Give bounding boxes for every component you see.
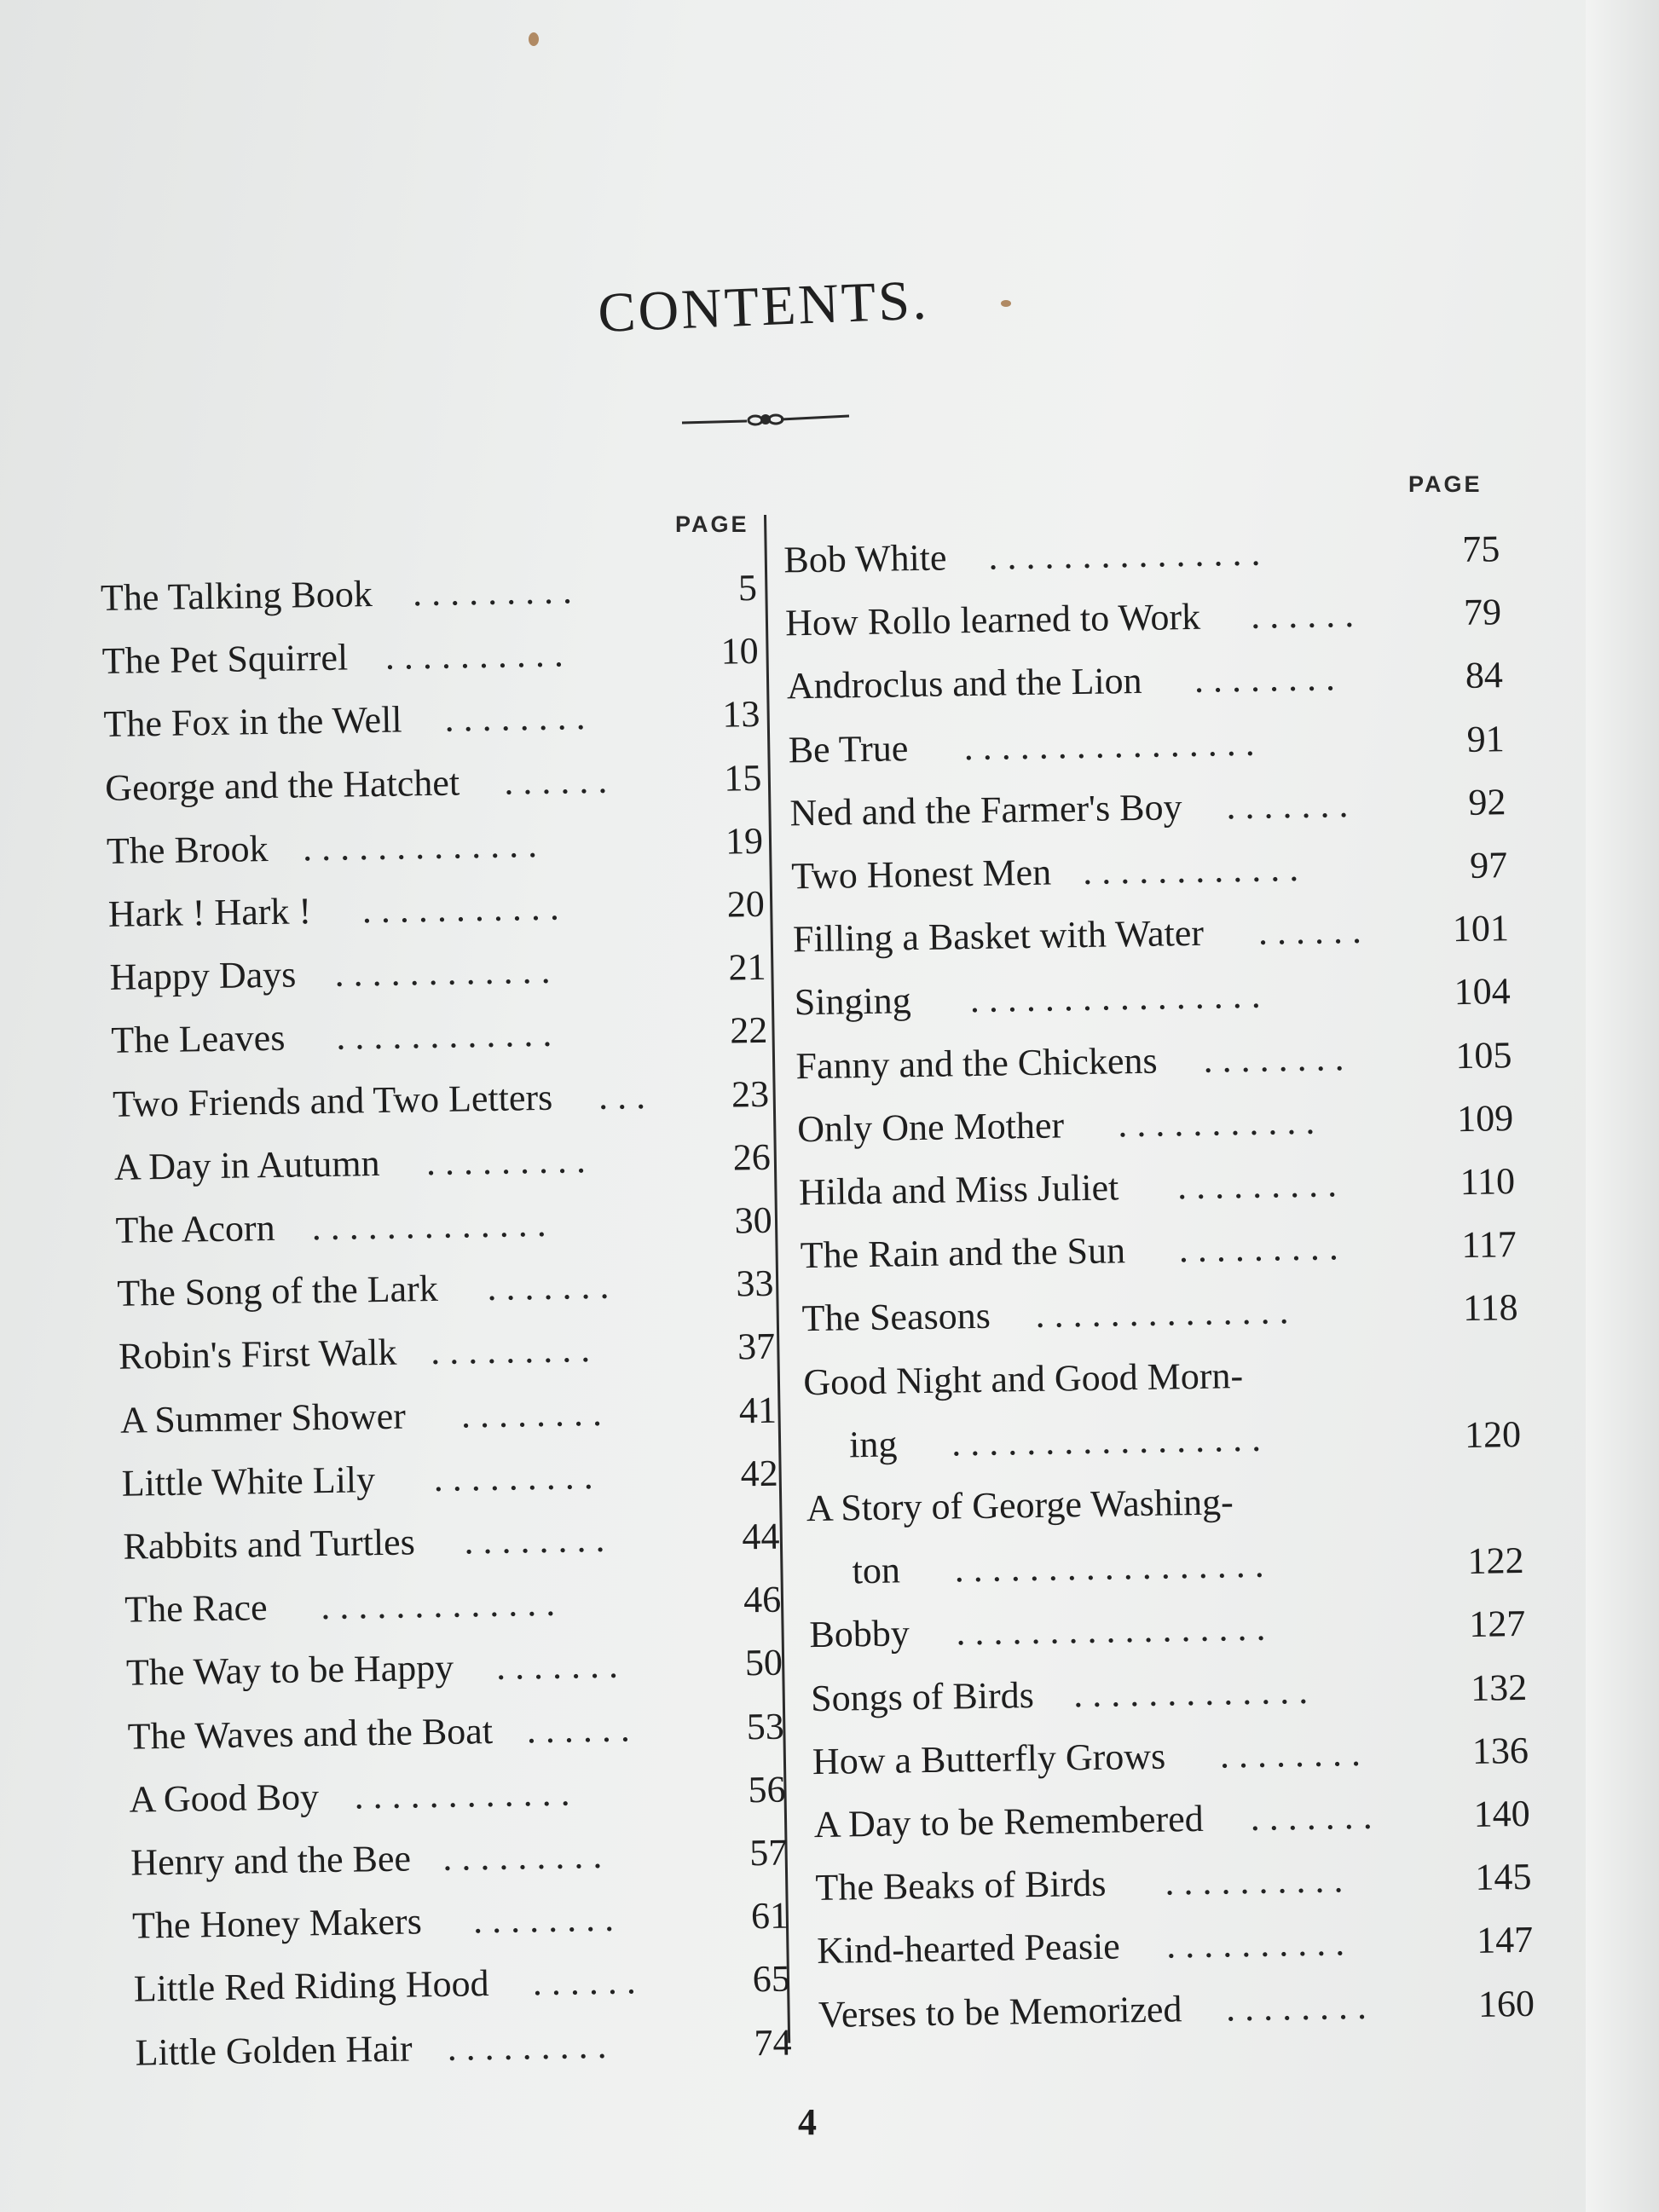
leader-dots: . . . . . . . . <box>1203 1036 1344 1081</box>
toc-entry-title: Little Golden Hair <box>135 2027 413 2074</box>
toc-entry-title: Singing <box>794 979 912 1024</box>
toc-entry-title: Bobby <box>809 1612 910 1656</box>
leader-dots: . . . . . . . . . . <box>1165 1858 1344 1903</box>
toc-entry-title: The Pet Squirrel <box>101 636 349 683</box>
toc-entry-title: Songs of Birds <box>810 1673 1035 1719</box>
toc-entry-page-number: 53 <box>746 1705 785 1747</box>
leader-dots: . . . . . . . . <box>444 696 586 741</box>
toc-entry-page-number: 79 <box>1463 591 1502 634</box>
toc-entry-page-number: 21 <box>728 946 766 989</box>
toc-entry-page-number: 5 <box>737 566 758 609</box>
leader-dots: . . . . . . . <box>1250 1794 1373 1839</box>
toc-entry-page-number: 50 <box>744 1642 783 1684</box>
leader-dots: . . . . . . . . . . . . . . . . . <box>951 1417 1262 1464</box>
toc-entry-page-number: 122 <box>1467 1539 1524 1583</box>
toc-entry-page-number: 22 <box>729 1009 768 1052</box>
leader-dots: . . . . . . . . . . . . . . . . . <box>954 1543 1264 1591</box>
toc-entry-title: How Rollo learned to Work <box>784 595 1201 644</box>
toc-entry-title: The Song of the Lark <box>117 1268 439 1315</box>
toc-entry-title: The Beaks of Birds <box>815 1862 1107 1909</box>
leader-dots: . . . . . . . <box>495 1644 619 1689</box>
leader-dots: . . . . . . . . <box>464 1517 605 1562</box>
toc-entry-page-number: 97 <box>1469 844 1508 887</box>
toc-entry-title: Hark ! Hark ! <box>107 890 312 935</box>
toc-entry-title: Henry and the Bee <box>130 1837 412 1884</box>
toc-entry-page-number: 74 <box>754 2021 792 2064</box>
toc-entry-title: Verses to be Memorized <box>818 1987 1182 2036</box>
toc-entry-page-number: 20 <box>726 882 766 926</box>
toc-entry-title: Two Friends and Two Letters <box>112 1076 553 1125</box>
leader-dots: . . . . . . . . . . . . . <box>311 1202 547 1249</box>
toc-entry-title: ton <box>852 1549 901 1592</box>
toc-entry-title: The Rain and the Sun <box>800 1229 1126 1277</box>
toc-entry-title: A Story of George Washing- <box>806 1481 1234 1530</box>
toc-entry-page-number: 140 <box>1473 1792 1531 1835</box>
toc-entry-title: Good Night and Good Morn- <box>802 1354 1244 1403</box>
leader-dots: . . . . . . . . . . . . <box>354 1771 570 1817</box>
toc-entry-title: The Seasons <box>801 1295 991 1340</box>
toc-entry-page-number: 145 <box>1475 1856 1532 1899</box>
toc-entry-page-number: 136 <box>1471 1729 1529 1772</box>
toc-entry-title: A Day to be Remembered <box>813 1797 1205 1846</box>
leader-dots: . . . . . . . . . . <box>384 632 564 678</box>
toc-entry-page-number: 33 <box>735 1262 774 1305</box>
toc-entry-page-number: 91 <box>1466 717 1505 760</box>
leader-dots: . . . . . . . . . . <box>1165 1921 1345 1967</box>
toc-entry-page-number: 118 <box>1462 1286 1518 1330</box>
toc-entry-title: Two Honest Men <box>790 851 1052 898</box>
leader-dots: . . . . . . . . <box>1194 656 1336 702</box>
leader-dots: . . . . . . . . . . . . . <box>302 823 538 869</box>
leader-dots: . . . . . . . . . . . . . . . . . <box>956 1607 1266 1654</box>
leader-dots: . . . . . . . . . . . . . <box>320 1581 556 1628</box>
leader-dots: . . . . . . . <box>486 1264 610 1309</box>
toc-entry-title: Filling a Basket with Water <box>792 911 1205 961</box>
contents-title: CONTENTS. <box>597 269 930 344</box>
toc-entry-title: The Waves and the Boat <box>127 1709 494 1758</box>
leader-dots: . . . . . . . . . . . <box>361 886 560 932</box>
leader-dots: . . . . . . . . . . . . . . <box>1035 1290 1289 1337</box>
toc-entry-page-number: 26 <box>732 1135 772 1179</box>
toc-entry-title: The Acorn <box>115 1206 275 1251</box>
leader-dots: . . . . . . <box>1250 593 1355 638</box>
leader-dots: . . . . . . . . . <box>430 1328 591 1373</box>
toc-entry-page-number: 104 <box>1454 970 1512 1014</box>
toc-entry-page-number: 147 <box>1476 1919 1534 1962</box>
leader-dots: . . . . . . . . . . . . <box>1082 847 1299 892</box>
toc-entry-title: Little White Lily <box>121 1458 376 1505</box>
toc-entry-page-number: 46 <box>743 1578 782 1621</box>
toc-entry-page-number: 117 <box>1460 1223 1517 1267</box>
toc-entry-page-number: 56 <box>748 1768 786 1811</box>
toc-entry-page-number: 65 <box>752 1957 791 2001</box>
leader-dots: . . . . . . <box>503 759 608 803</box>
toc-entry-page-number: 105 <box>1455 1033 1512 1077</box>
leader-dots: . . . . . . . . . . . . . . . . <box>963 721 1256 768</box>
leader-dots: . . . . . . . <box>1226 783 1349 828</box>
toc-entry-title: Fanny and the Chickens <box>795 1039 1158 1087</box>
toc-entry-page-number: 84 <box>1465 654 1504 697</box>
toc-entry-page-number: 110 <box>1460 1160 1516 1204</box>
toc-entry-title: ing <box>848 1423 898 1466</box>
toc-entry-page-number: 42 <box>740 1452 779 1495</box>
toc-entry-page-number: 109 <box>1456 1096 1514 1140</box>
toc-entry-page-number: 19 <box>725 819 764 863</box>
toc-entry-page-number: 13 <box>722 693 760 736</box>
toc-entry-title: The Race <box>124 1586 268 1631</box>
toc-entry-title: How a Butterfly Grows <box>812 1735 1166 1782</box>
leader-dots: . . . . . . . . . <box>442 1834 603 1879</box>
toc-entry-title: Androclus and the Lion <box>786 660 1142 707</box>
leader-dots: . . . . . . <box>532 1960 637 2004</box>
leader-dots: . . . . . . . . . <box>1176 1163 1338 1208</box>
toc-entry-title: The Way to be Happy <box>125 1647 454 1695</box>
page-number: 4 <box>798 2101 817 2143</box>
leader-dots: . . . . . . . . . <box>447 2024 607 2069</box>
toc-entry-page-number: 120 <box>1464 1412 1522 1456</box>
toc-entry-title: George and the Hatchet <box>104 761 460 809</box>
toc-entry-page-number: 37 <box>737 1325 776 1368</box>
toc-entry-title: Bob White <box>783 536 947 581</box>
toc-entry-title: The Talking Book <box>100 573 373 620</box>
leader-dots: . . . . . . . . <box>472 1897 615 1942</box>
toc-entry-title: Robin's First Walk <box>118 1331 397 1378</box>
leader-dots: . . . . . . <box>526 1707 631 1751</box>
toc-entry-page-number: 41 <box>738 1389 777 1431</box>
toc-entry-title: Happy Days <box>109 953 297 999</box>
toc-entry-title: Hilda and Miss Juliet <box>798 1166 1119 1214</box>
leader-dots: . . . . . . . . . . . <box>1117 1100 1315 1146</box>
leader-dots: . . . . . . . . . . . . . <box>1072 1669 1309 1715</box>
leader-dots: . . . . . . . . <box>1219 1731 1361 1776</box>
leader-dots: . . . . . . . . . <box>425 1138 587 1183</box>
toc-entry-page-number: 23 <box>731 1072 770 1116</box>
toc-entry-title: Kind-hearted Peasie <box>816 1925 1121 1972</box>
toc-entry-title: The Brook <box>106 827 269 872</box>
toc-entry-page-number: 75 <box>1461 528 1500 570</box>
toc-entry-title: The Honey Makers <box>131 1900 423 1947</box>
toc-entry-page-number: 30 <box>734 1198 772 1242</box>
toc-entry-page-number: 92 <box>1467 780 1506 823</box>
toc-entry-page-number: 10 <box>720 630 760 673</box>
toc-entry-title: Ned and the Farmer's Boy <box>789 785 1182 835</box>
toc-entry-title: The Fox in the Well <box>103 698 402 746</box>
leader-dots: . . . . . . . . . <box>1178 1226 1339 1271</box>
leader-dots: . . . . . . . . . . . . . . . <box>988 531 1261 578</box>
leader-dots: . . . . . . . . <box>460 1391 603 1436</box>
toc-entry-page-number: 101 <box>1452 907 1510 950</box>
leader-dots: . . . <box>598 1074 646 1118</box>
leader-dots: . . . . . . . . . . . . . . . . <box>969 974 1262 1021</box>
toc-entry-page-number: 61 <box>750 1894 789 1938</box>
toc-entry-title: Little Red Riding Hood <box>133 1962 489 2011</box>
toc-entry-page-number: 44 <box>742 1515 780 1558</box>
toc-entry-title: Rabbits and Turtles <box>123 1521 416 1568</box>
toc-entry-title: A Summer Shower <box>119 1395 407 1441</box>
right-page-column-heading: PAGE <box>1408 471 1483 497</box>
leader-dots: . . . . . . . . . . . . <box>334 949 551 995</box>
leader-dots: . . . . . . . . <box>1225 1984 1367 2030</box>
toc-entry-title: A Day in Autumn <box>113 1141 380 1188</box>
toc-entry-page-number: 160 <box>1477 1982 1535 2025</box>
leader-dots: . . . . . . . . . <box>412 569 573 615</box>
leader-dots: . . . . . . . . . . . . <box>335 1013 552 1059</box>
toc-entry-title: A Good Boy <box>129 1775 320 1821</box>
toc-entry-page-number: 127 <box>1468 1603 1526 1646</box>
toc-entry-page-number: 57 <box>749 1831 788 1874</box>
toc-entry-title: Be True <box>788 726 909 771</box>
toc-entry-page-number: 15 <box>723 756 762 800</box>
toc-entry-title: Only One Mother <box>796 1104 1065 1151</box>
toc-entry-page-number: 132 <box>1470 1666 1528 1709</box>
left-page-column-heading: PAGE <box>675 511 749 537</box>
leader-dots: . . . . . . <box>1257 910 1362 953</box>
leader-dots: . . . . . . . . . <box>433 1454 594 1499</box>
toc-entry-title: The Leaves <box>110 1017 286 1062</box>
